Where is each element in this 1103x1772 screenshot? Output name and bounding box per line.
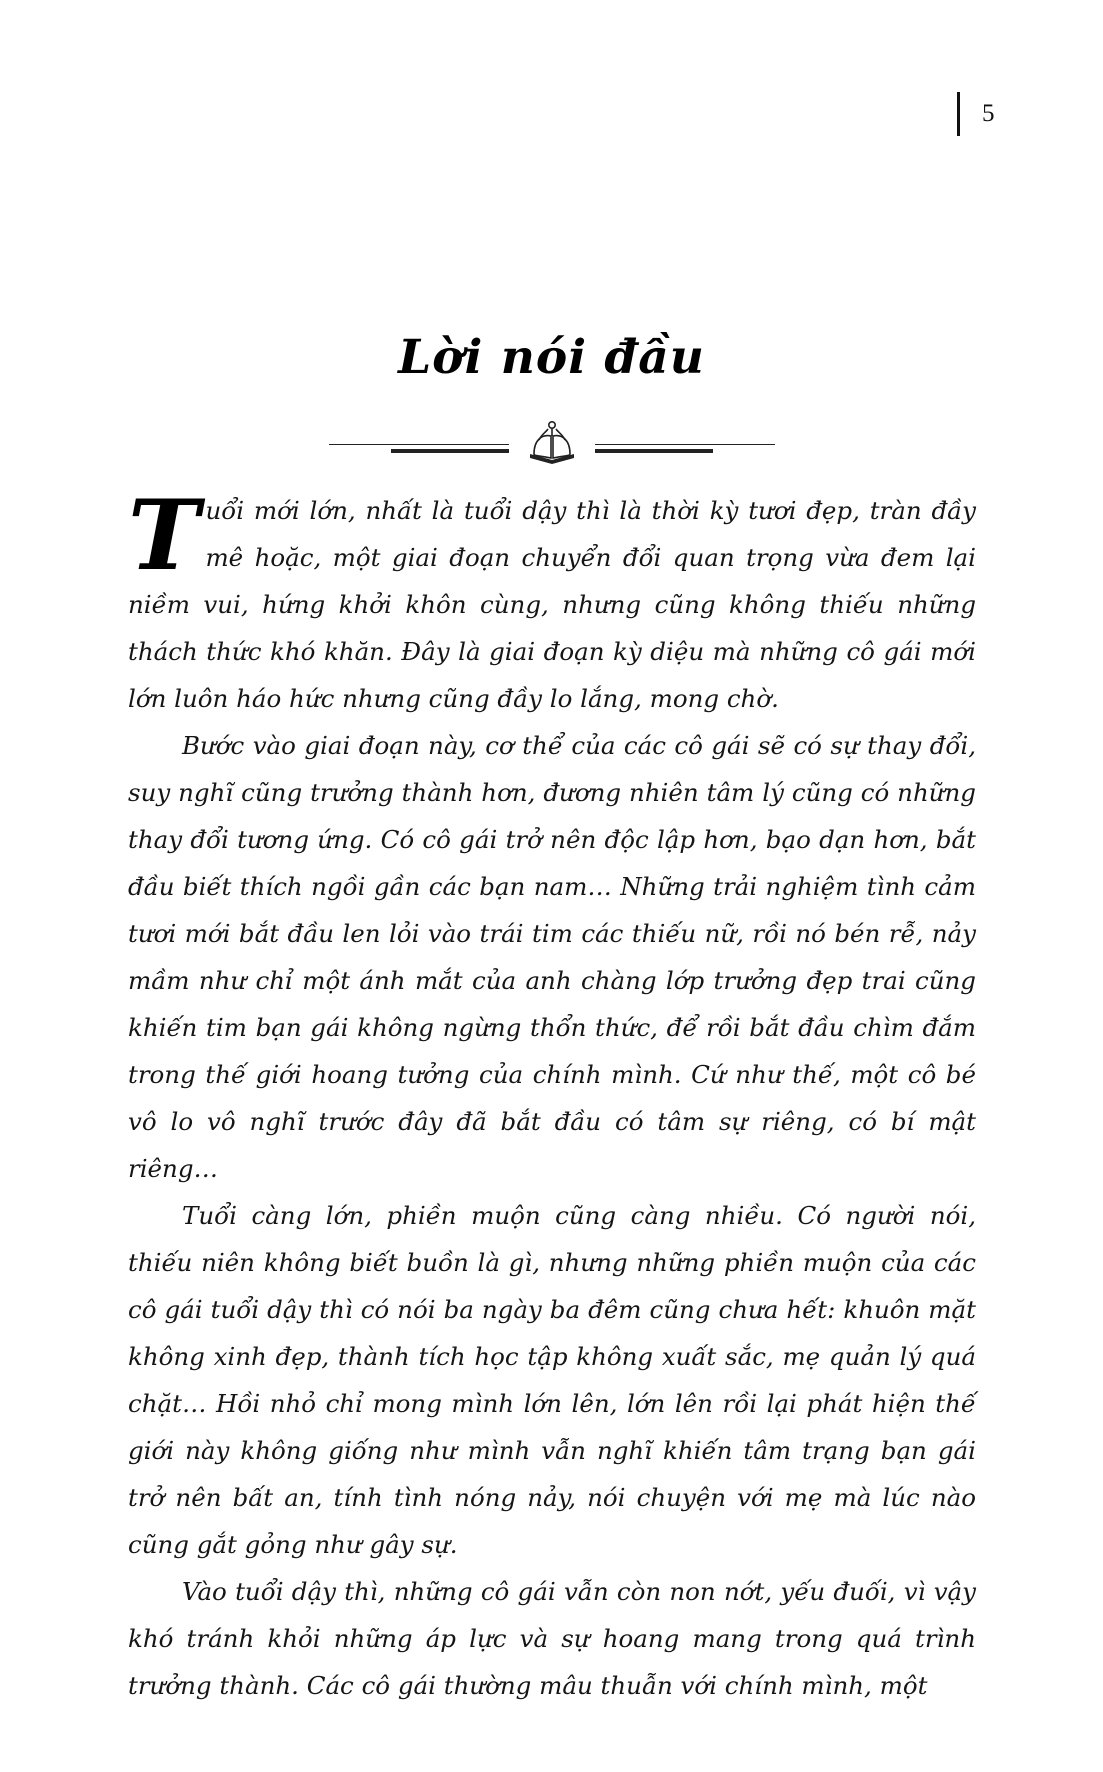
paragraph-text: uổi mới lớn, nhất là tuổi dậy thì là thời kỳ tươi đẹp, tràn đầy mê hoặc, một giai đoạn chuyển đổi quan trọng vừa đem lại niềm vui, hứng khởi khôn cùng, nhưng cũng không thiếu những thách thức khó khăn. Đây là giai đoạn kỳ diệu mà những cô gái mới lớn luôn háo hức nhưng cũng đầy lo lắng, mong chờ. xyxy=(128,496,976,713)
ornament-line-left xyxy=(329,444,509,445)
page-number-block xyxy=(957,92,995,136)
page-title-wrap xyxy=(0,330,1103,385)
paragraph: Tuổi càng lớn, phiền muộn cũng càng nhiều. Có người nói, thiếu niên không biết buồn là gì, nhưng những phiền muộn của các cô gái tuổi dậy thì có nói ba ngày ba đêm cũng chưa hết: khuôn mặt không xinh đẹp, thành tích học tập không xuất sắc, mẹ quản lý quá chặt… Hồi nhỏ chỉ mong mình lớn lên, lớn lên rồi lại phát hiện thế giới này không giống như mình vẫn nghĩ khiến tâm trạng bạn gái trở nên bất an, tính tình nóng nảy, nói chuyện với mẹ mà lúc nào cũng gắt gỏng như gây sự. xyxy=(128,1201,976,1559)
ornament-line-right xyxy=(595,444,775,445)
page-title: Lời nói đầu xyxy=(398,330,705,385)
paragraph xyxy=(128,479,976,722)
folio-rule xyxy=(957,92,960,136)
page-number: 5 xyxy=(982,100,995,127)
ornament-divider xyxy=(0,418,1103,470)
drop-cap: T xyxy=(128,479,200,592)
book-ornament-icon xyxy=(509,418,595,470)
paragraph: Vào tuổi dậy thì, những cô gái vẫn còn non nớt, yếu đuối, vì vậy khó tránh khỏi những áp lực và sự hoang mang trong quá trình trưởng thành. Các cô gái thường mâu thuẫn với chính mình, một xyxy=(128,1577,976,1700)
paragraph: Bước vào giai đoạn này, cơ thể của các cô gái sẽ có sự thay đổi, suy nghĩ cũng trưởng thành hơn, đương nhiên tâm lý cũng có những thay đổi tương ứng. Có cô gái trở nên độc lập hơn, bạo dạn hơn, bắt đầu biết thích ngồi gần các bạn nam… Những trải nghiệm tình cảm tươi mới bắt đầu len lỏi vào trái tim các thiếu nữ, rồi nó bén rễ, nảy mầm như chỉ một ánh mắt của anh chàng lớp trưởng đẹp trai cũng khiến tim bạn gái không ngừng thổn thức, để rồi bắt đầu chìm đắm trong thế giới hoang tưởng của chính mình. Cứ như thế, một cô bé vô lo vô nghĩ trước đây đã bắt đầu có tâm sự riêng, có bí mật riêng… xyxy=(128,731,976,1183)
body-text xyxy=(128,479,976,1709)
